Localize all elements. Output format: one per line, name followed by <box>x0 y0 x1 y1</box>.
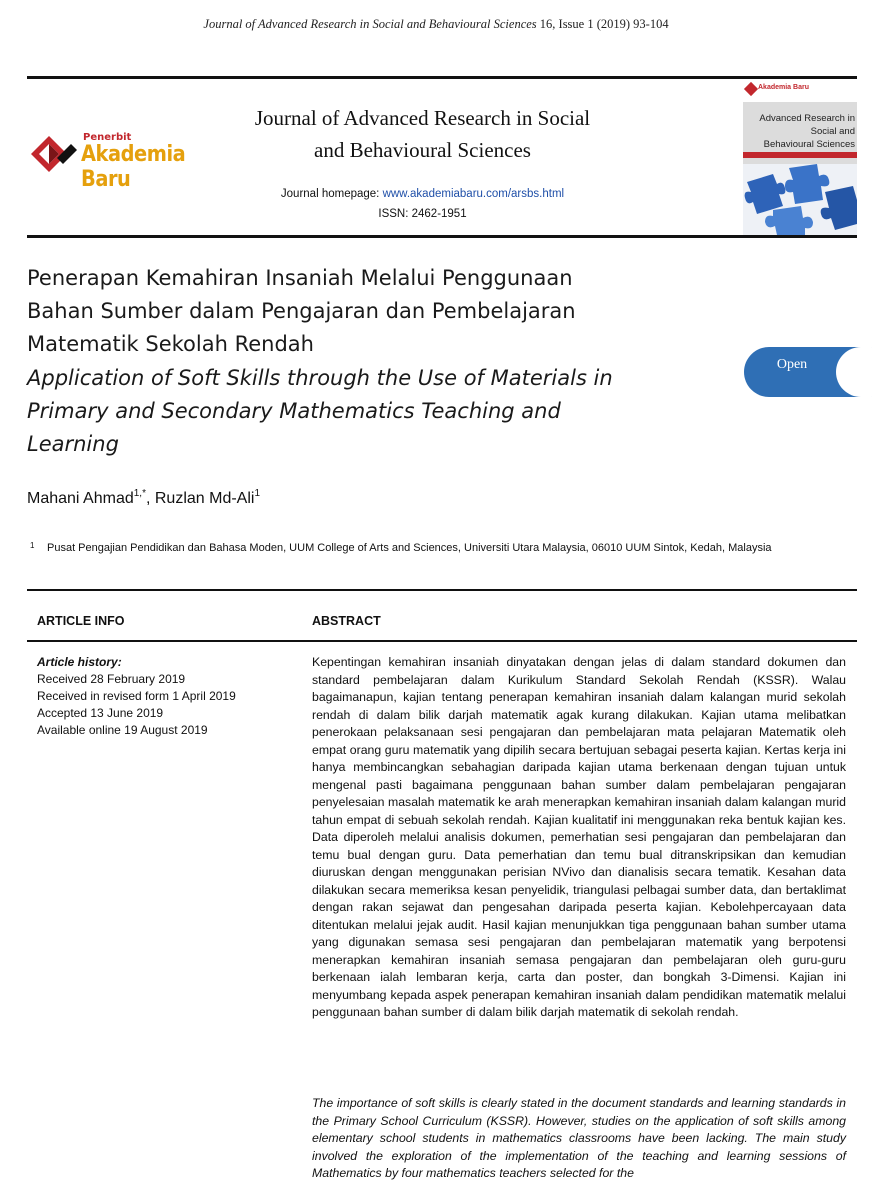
history-online: Available online 19 August 2019 <box>37 723 208 737</box>
history-revised: Received in revised form 1 April 2019 <box>37 689 236 703</box>
abstract-malay: Kepentingan kemahiran insaniah dinyatakan dengan jelas di dalam standard dokumen dan standard pembelajaran dalam Kurikulum Standard Sekolah Rendah (KSSR). Walau bagaimanapun, kajian tentang penerapan kemahiran insaniah dalam kalangan murid sekolah rendah di dalam bilik darjah matematik agak kurang dilakukan. Kajian utama melibatkan penerokaan pelaksanaan sesi pengajaran dan pembelajaran mata pelajaran Matematik oleh empat orang guru matematik yang dipilih secara bertujuan sebagai peserta kajian. Kertas kerja ini hanya membincangkan sebahagian daripada kajian utama berkenaan dengan tujuan untuk mengenal pasti bagaimana penggunaan bahan sumber dalam pembelajaran pengajaran penyelesaian masalah matematik ke arah menerapkan kemahiran insaniah dalam kalangan murid tahun empat di sebuah sekolah rendah. Kajian kualitatif ini menggunakan reka bentuk kajian kes. Data diperoleh melalui analisis dokumen, pemerhatian sesi pengajaran dan pembelajaran dan temu bual dengan guru. Data pemerhatian dan temu bual ditranskripsikan dan kemudian diuruskan dengan menggunakan perisian NVivo dan dianalisis secara tematik. Kesahan data dilakukan secara memeriksa kesan penyelidik, triangulasi pelbagai sumber data, dan bertaklimat dengan rakan sejawat dan pengesahan daripada peserta kajian. Kebolehpercayaan data ditentukan melalui jejak audit. Hasil kajian menunjukkan tiga penggunaan bahan sumber utama yang digunakan semasa sesi pengajaran dan pembelajaran matematik yang berpotensi menerapkan kemahiran insaniah semasa pengajaran dan pembelajaran oleh guru-guru berkenaan ialah lembaran kerja, carta dan poster, dan bongkah 3-Dimensi. Kajian ini menyumbang kepada aspek penerapan kemahiran insaniah dalam pendidikan matematik melalui penggunaan bahan sumber di dalam bilik darjah matematik di sekolah rendah. <box>312 655 846 1019</box>
header-bottom-rule <box>27 235 857 238</box>
publisher-logo-name: Akademia Baru <box>81 142 186 192</box>
journal-title <box>230 102 615 166</box>
homepage-label: Journal homepage: <box>280 188 383 200</box>
article-title-english <box>27 362 727 461</box>
article-history <box>37 654 236 739</box>
author-separator: , <box>145 490 155 507</box>
history-received: Received 28 February 2019 <box>37 672 186 686</box>
publisher-logo-mark-icon <box>27 132 79 176</box>
cover-title <box>743 112 857 151</box>
cover-title-line2: Social and <box>810 126 855 137</box>
journal-title-line2: and Behavioural Sciences <box>314 138 531 162</box>
author-affil-mark: 1 <box>254 488 261 499</box>
article-info-heading: ARTICLE INFO <box>37 614 125 628</box>
homepage-link[interactable]: www.akademiabaru.com/arsbs.html <box>382 188 565 200</box>
cover-header <box>743 80 857 102</box>
puzzle-pieces-icon <box>743 164 857 235</box>
history-title: Article history: <box>37 655 122 669</box>
title-en-line3: Learning <box>27 432 119 456</box>
info-header-rule <box>27 640 857 642</box>
author-name: Mahani Ahmad <box>27 490 134 507</box>
history-accepted: Accepted 13 June 2019 <box>37 706 164 720</box>
title-ms-line3: Matematik Sekolah Rendah <box>27 332 314 356</box>
title-en-line1: Application of Soft Skills through the Use of Materials in <box>27 366 613 390</box>
open-button-knob <box>836 347 872 397</box>
running-head-journal: Journal of Advanced Research in Social and Behavioural Sciences <box>203 17 537 31</box>
journal-issn: ISSN: 2462-1951 <box>378 208 467 220</box>
publisher-logo-small: Penerbit <box>83 132 132 143</box>
running-head-issue: 16, Issue 1 (2019) 93-104 <box>539 17 669 31</box>
publisher-logo <box>27 128 227 192</box>
cover-band <box>743 152 857 158</box>
journal-title-line1: Journal of Advanced Research in Social <box>254 106 591 130</box>
abstract-english: The importance of soft skills is clearly stated in the document standards and learning standards in the Primary School Curriculum (KSSR). However, studies on the application of soft skills among elementary school students in mathematics classrooms have been lacking. The main study involved the exploration of the implementation of the teaching and learning sessions of Mathematics by four mathematics teachers selected for the <box>312 1096 846 1180</box>
title-en-line2: Primary and Secondary Mathematics Teaching and <box>27 399 561 423</box>
cover-logo-icon <box>744 82 758 96</box>
journal-homepage <box>230 188 615 200</box>
author-list <box>27 488 260 508</box>
cover-title-line3: Behavioural Sciences <box>763 139 855 150</box>
header-top-rule <box>27 76 857 79</box>
cover-title-line1: Advanced Research in <box>759 113 855 124</box>
author-name: Ruzlan Md-Ali <box>154 490 255 507</box>
abstract-heading: ABSTRACT <box>312 614 381 628</box>
open-button-label: Open <box>776 357 808 372</box>
running-head <box>0 17 872 32</box>
open-button[interactable] <box>744 347 872 397</box>
journal-cover-thumbnail <box>743 80 857 235</box>
affiliation <box>27 540 827 557</box>
affiliation-text: Pusat Pengajian Pendidikan dan Bahasa Moden, UUM College of Arts and Sciences, Universiti Utara Malaysia, 06010 UUM Sintok, Kedah, Malaysia <box>47 542 772 554</box>
cover-art <box>743 164 857 235</box>
info-top-rule <box>27 589 857 591</box>
affiliation-number: 1 <box>30 541 35 550</box>
title-ms-line2: Bahan Sumber dalam Pengajaran dan Pembelajaran <box>27 299 576 323</box>
cover-logo-text: Akademia Baru <box>758 84 809 91</box>
article-title-malay <box>27 262 727 361</box>
title-ms-line1: Penerapan Kemahiran Insaniah Melalui Penggunaan <box>27 266 573 290</box>
author-affil-mark: 1,* <box>133 488 146 499</box>
